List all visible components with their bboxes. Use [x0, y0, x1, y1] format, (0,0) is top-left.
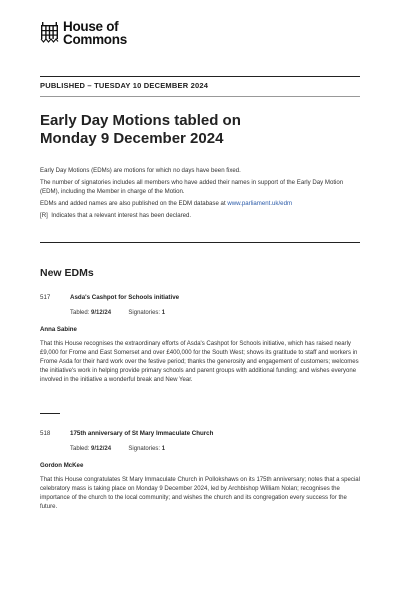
- edm-title: 175th anniversary of St Mary Immaculate Church: [70, 430, 214, 437]
- edm-header: [40, 430, 360, 438]
- tabled-label: Tabled:: [70, 310, 90, 316]
- signatories-label: Signatories:: [128, 310, 161, 316]
- intro-text: [40, 166, 360, 223]
- house-of-commons-logo: [40, 20, 127, 46]
- signatories-count: 1: [161, 310, 166, 316]
- page-title: [40, 112, 360, 148]
- portcullis-icon: [40, 21, 59, 43]
- signatories-count: 1: [161, 446, 166, 452]
- edm-number: 518: [40, 430, 51, 437]
- edm-database-link[interactable]: www.parliament.uk/edm: [227, 200, 293, 207]
- intro-paragraph-2: The number of signatories includes all members who have added their names in support of the Early Day Motion (EDM), including the Member in charge of the Motion.: [40, 179, 344, 195]
- tabled-date: 9/12/24: [91, 310, 112, 316]
- signatories-label: Signatories:: [128, 446, 161, 452]
- page-title-line-1: Early Day Motions tabled on: [40, 112, 241, 129]
- logo-wordmark: [63, 20, 127, 46]
- published-rule: [40, 96, 360, 97]
- interest-marker-text: Indicates that a relevant interest has been declared.: [51, 212, 192, 219]
- edm-header: [40, 294, 360, 302]
- intro-paragraph-4: [40, 211, 360, 220]
- intro-paragraph-3-text: EDMs and added names are also published on the EDM database at: [40, 200, 228, 207]
- section-heading-new-edms: New EDMs: [40, 267, 94, 279]
- edm-title: Asda's Cashpot for Schools initiative: [70, 294, 180, 301]
- edm-sponsor: Anna Sabine: [40, 326, 77, 333]
- tabled-label: Tabled:: [70, 446, 90, 452]
- edm-motion-text: That this House congratulates St Mary Immaculate Church in Pollokshaws on its 175th anniversary; notes that a special celebratory mass is taking place on Monday 9 December 2024, led by Archbishop William Nolan; recognises the importance of the church to the local community; and wishes the church and its congregation every success for the future.: [40, 477, 360, 510]
- intro-paragraph-3: [40, 199, 360, 208]
- published-date: PUBLISHED – TUESDAY 10 DECEMBER 2024: [40, 81, 209, 90]
- intro-paragraph-1: Early Day Motions (EDMs) are motions for which no days have been fixed.: [40, 167, 241, 174]
- page-title-line-2: Monday 9 December 2024: [40, 130, 224, 147]
- interest-marker: [R]: [40, 212, 48, 219]
- edm-motion-text: That this House recognises the extraordinary efforts of Asda's Cashpot for Schools initiative, which has raised nearly £9,000 for Frome and East Somerset and over £400,000 for the South West; shows its gratitude to staff and workers in Frome Asda for their hard work over the festive period; thanks the generosity and engagement of customers; welcomes the initiative's work in helping provide primary schools and parent groups with additional funding; and wishes everyone involved in the initiative a wonderful break and New Year.: [40, 341, 359, 383]
- edm-entry: [40, 294, 360, 385]
- edm-meta: [70, 446, 360, 452]
- logo-line-2: Commons: [63, 32, 127, 47]
- edm-sponsor: Gordon McKee: [40, 462, 84, 469]
- edm-separator: [40, 413, 60, 414]
- logo-line-1: House of: [63, 19, 119, 34]
- tabled-date: 9/12/24: [91, 446, 112, 452]
- edm-number: 517: [40, 294, 51, 301]
- edm-meta: [70, 310, 360, 316]
- edm-entry: [40, 430, 360, 512]
- intro-rule: [40, 242, 360, 243]
- header-rule: [40, 76, 360, 77]
